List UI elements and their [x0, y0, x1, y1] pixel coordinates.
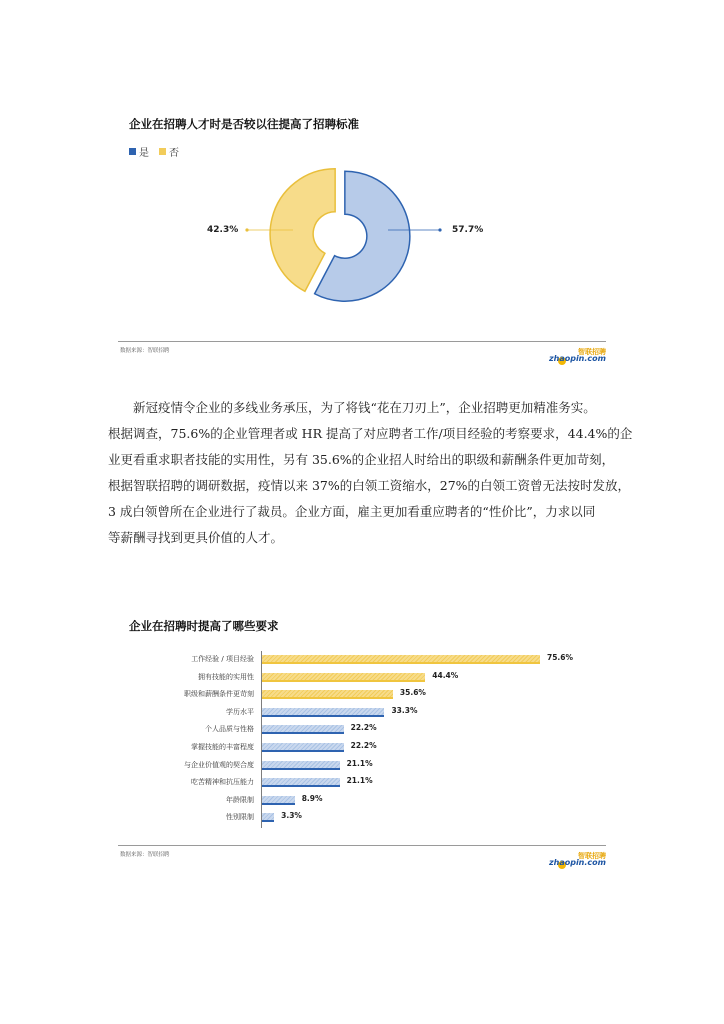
- logo-bottom-text: zhaopin.com: [548, 858, 606, 867]
- body-paragraph: [108, 395, 633, 551]
- bar-category-label: 个人品质与性格: [205, 725, 254, 734]
- paragraph-line: 3 成白领曾所在企业进行了裁员。企业方面，雇主更加看重应聘者的“性价比”，力求以同: [108, 504, 596, 519]
- chart1-source: 数据来源：智联招聘: [120, 348, 170, 354]
- bar-category-label: 吃苦精神和抗压能力: [191, 778, 254, 787]
- logo-top-text: 智联招聘: [578, 348, 606, 356]
- chart1-divider: [118, 341, 606, 342]
- pie-value-label-no: 42.3%: [207, 225, 239, 235]
- donut-chart: [0, 0, 724, 360]
- chart2-divider: [118, 845, 606, 846]
- bar-axis-line: [261, 651, 262, 828]
- bar-value-label: 35.6%: [399, 688, 426, 698]
- paragraph-line: 业更看重求职者技能的实用性，另有 35.6%的企业招人时给出的职级和薪酬条件更加苛刻，: [108, 452, 615, 467]
- bar: [262, 743, 344, 752]
- bar-value-label: 22.2%: [350, 741, 377, 750]
- bar-value-label: 33.3%: [391, 705, 418, 715]
- paragraph-line: 根据智联招聘的调研数据，疫情以来 37%的白领工资缩水，27%的白领工资曾无法按时发放，: [108, 478, 631, 493]
- chart2-source: 数据来源：智联招聘: [120, 852, 170, 858]
- pie-value-label-yes: 57.7%: [452, 225, 484, 235]
- bar: [262, 655, 540, 664]
- paragraph-line: 根据调查，75.6%的企业管理者或 HR 提高了对应聘者工作/项目经验的考察要求，44.4%的企: [108, 426, 633, 441]
- bar-category-label: 掌握技能的丰富程度: [191, 743, 254, 751]
- paragraph-line: 新冠疫情令企业的多线业务承压，为了将钱“花在刀刃上”，企业招聘更加精准务实。: [133, 400, 596, 415]
- legend-label-yes: 是: [139, 148, 149, 159]
- bar-category-label: 性别限制: [226, 813, 254, 822]
- bar-value-label: 21.1%: [346, 776, 373, 786]
- bar: [262, 673, 425, 682]
- chart2-logo: [548, 851, 606, 867]
- logo-bottom-text: zhaopin.com: [548, 354, 606, 363]
- bar-category-label: 年龄限制: [226, 795, 254, 804]
- chart2-title: 企业在招聘时提高了哪些要求: [129, 619, 279, 633]
- bar: [262, 796, 295, 805]
- bar: [262, 708, 384, 717]
- bar: [262, 690, 393, 699]
- bar-value-label: 8.9%: [301, 793, 323, 803]
- bar-category-label: 职级和薪酬条件更苛刻: [184, 690, 254, 699]
- leader-dot: [438, 228, 441, 231]
- chart1-title: 企业在招聘人才时是否较以往提高了招聘标准: [129, 117, 359, 131]
- bar-value-label: 75.6%: [547, 653, 574, 662]
- bar-category-label: 与企业价值观的契合度: [184, 760, 254, 769]
- bar: [262, 725, 344, 734]
- bar-value-label: 44.4%: [432, 670, 459, 680]
- bar-value-label: 3.3%: [281, 811, 302, 821]
- bar: [262, 761, 340, 770]
- paragraph-line: 等薪酬寻找到更具价值的人才。: [108, 530, 284, 545]
- legend-label-no: 否: [169, 148, 179, 159]
- leader-dot: [245, 228, 248, 231]
- bar-value-label: 22.2%: [350, 723, 377, 733]
- bar: [262, 778, 340, 787]
- logo-top-text: 智联招聘: [578, 852, 606, 860]
- bar-category-label: 学历水平: [226, 707, 254, 716]
- bar-category-label: 拥有技能的实用性: [198, 672, 254, 681]
- bar-value-label: 21.1%: [346, 758, 373, 768]
- bar: [262, 813, 274, 822]
- bar-category-label: 工作经验 / 项目经验: [191, 655, 254, 663]
- chart1-logo: [548, 347, 606, 363]
